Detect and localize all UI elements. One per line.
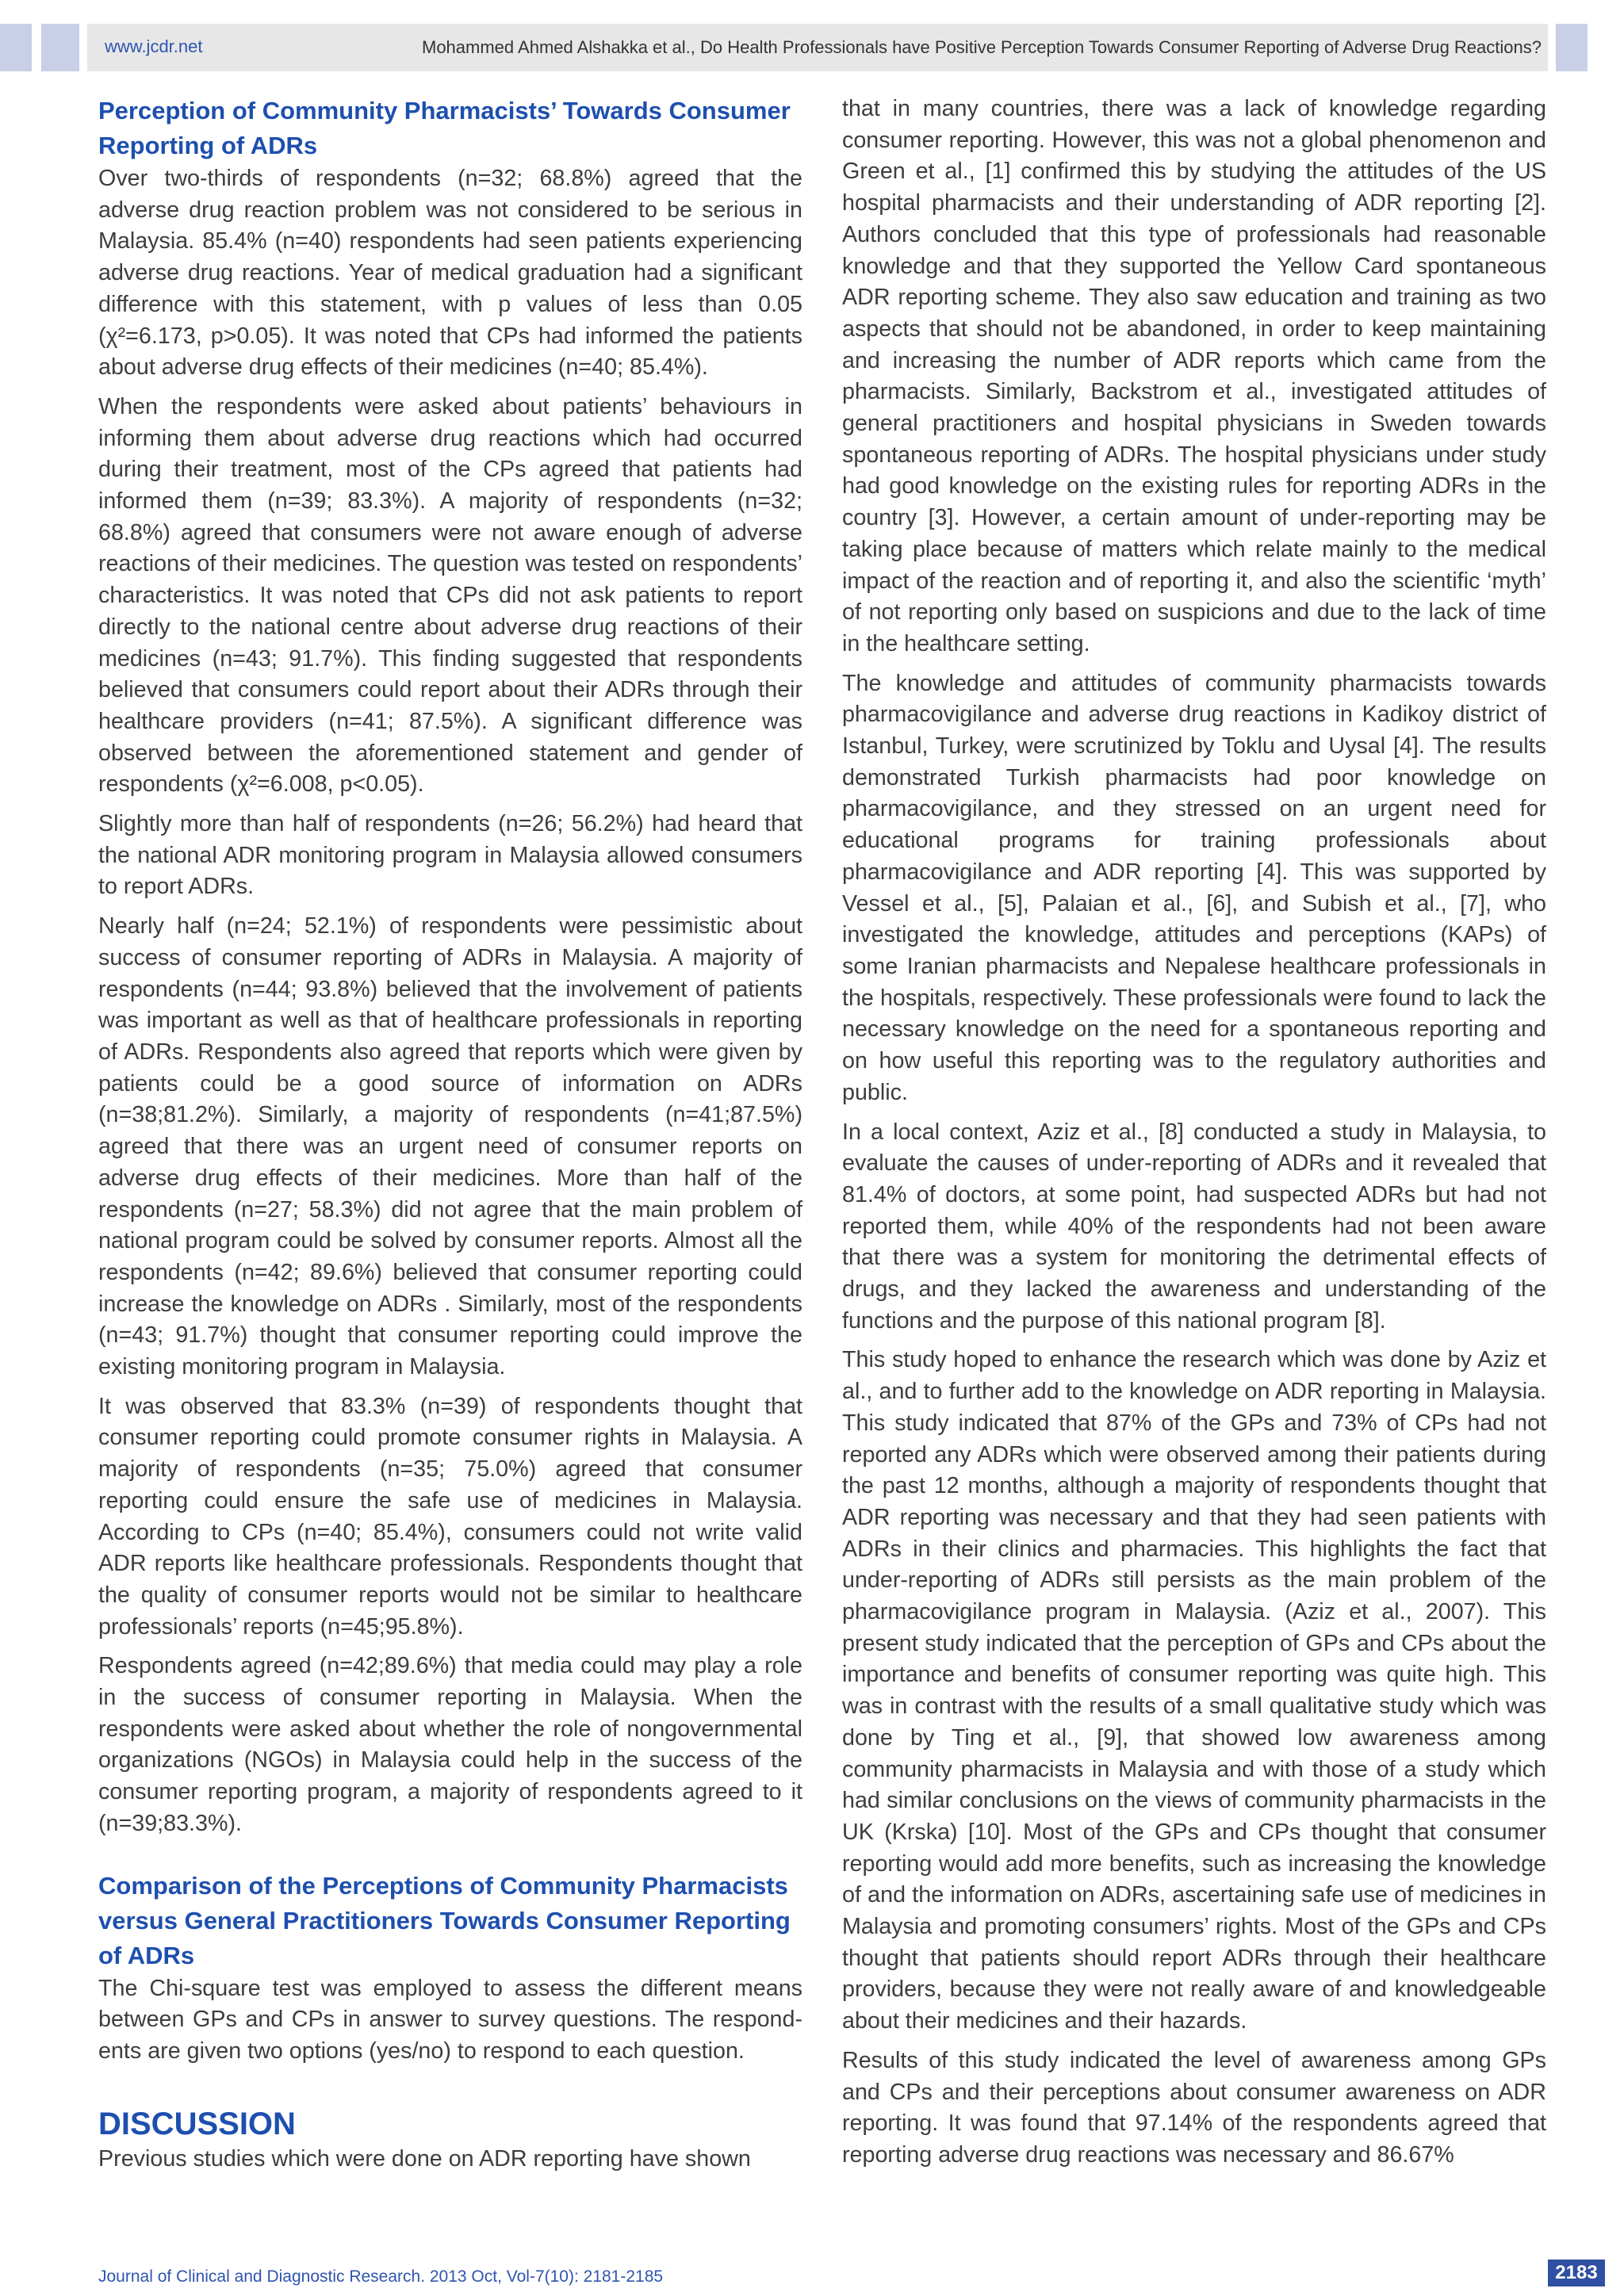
left-column [98, 94, 802, 2183]
paragraph: Results of this study indicated the level of awareness among GPs and CPs and their perceptions about consumer awareness on ADR reporting. It was found that 97.14% of the respondents agreed that reporting adverse drug reactions was necessary and 86.67% [842, 2047, 1546, 2168]
journal-citation: Journal of Clinical and Diagnostic Research. 2013 Oct, Vol-7(10): 2181-2185 [98, 2267, 664, 2286]
paragraph: Nearly half (n=24; 52.1%) of respondents were pessimistic about success of consumer reporting of ADRs in Malaysia. A majority of respondents (n=44; 93.8%) believed that the involvement of patients was important as well as that of healthcare professionals in reporting of ADRs. Respondents also agreed that reports which were given by patients could be a good source of information on ADRs (n=38;81.2%). Similarly, a majority of respondents (n=41;87.5%) agreed that there was an urgent need of consumer reports on adverse drug effects of their medicines. More than half of the respondents (n=27; 58.3%) did not agree that the main problem of national program could be solved by consumer reports. Almost all the respondents (n=42; 89.6%) believed that consumer reporting could increase the knowledge on ADRs . Similarly, most of the respondents (n=43; 91.7%) thought that consumer reporting could improve the existing monitoring program in Malaysia. [98, 913, 802, 1380]
page-header [0, 24, 1624, 71]
paragraph: Over two-thirds of respondents (n=32; 68.8%) agreed that the adverse drug reaction problem was not considered to be serious in Malaysia. 85.4% (n=40) respondents had seen patients experiencing adverse drug reactions. Year of medical graduation had a significant difference with this statement, with p values of less than 0.05 (χ²=6.173, p>0.05). It was noted that CPs had informed the patients about adverse drug effects of their medicines (n=40; 85.4%). [98, 166, 802, 381]
paragraph: It was observed that 83.3% (n=39) of respondents thought that consumer reporting could promote consumer rights in Malaysia. A majority of respondents (n=35; 75.0%) agreed that consumer reporting could ensure the safe use of medicines in Malaysia. According to CPs (n=40; 85.4%), consumers could not write valid ADR reports like healthcare professionals. Respondents thought that the quality of consumer reports would not be similar to healthcare professionals’ reports (n=45;95.8%). [98, 1393, 802, 1640]
section-heading: Comparison of the Perceptions of Community Pharmacists versus General Practitioners Towards Consumer Reporting of ADRs [98, 1871, 791, 1969]
paragraph: In a local context, Aziz et al., [8] conducted a study in Malaysia, to evaluate the causes of under-reporting of ADRs and it revealed that 81.4% of doctors, at some point, had suspected ADRs but had not reported them, while 40% of the respondents had not been aware that there was a system for monitoring the detrimental effects of drugs, and they lacked the awareness and understanding of the functions and the purpose of this national program [8]. [842, 1119, 1546, 1334]
site-link[interactable]: www.jcdr.net [105, 36, 203, 56]
paragraph: Respondents agreed (n=42;89.6%) that media could may play a role in the success of consumer reporting in Malaysia. When the respondents were asked about whether the role of nongovernmental organizations (NGOs) in Malaysia could help in the success of the consumer reporting program, a majority of respondents agreed to it (n=39;83.3%). [98, 1653, 802, 1836]
right-column [842, 94, 1546, 2179]
header-accent-block [41, 24, 79, 71]
discussion-heading: DISCUSSION [98, 2106, 296, 2141]
running-title: Mohammed Ahmed Alshakka et al., Do Health Professionals have Positive Perception Towards Consumer Reporting of Adverse Drug Reactions? [422, 37, 1542, 57]
page-number: 2183 [1548, 2260, 1605, 2286]
paragraph: When the respondents were asked about patients’ behaviours in informing them about adverse drug reactions which had occurred during their treatment, most of the CPs agreed that patients had informed them (n=39; 83.3%). A majority of respondents (n=32; 68.8%) agreed that consumers were not aware enough of adverse reactions of their medicines. The question was tested on respondents’ characteristics. It was noted that CPs did not ask patients to report directly to the national centre about adverse drug reactions of their medicines (n=43; 91.7%). This finding suggested that respondents believed that consumers could report about their ADRs through their healthcare providers (n=41; 87.5%). A significant difference was observed between the aforementioned statement and gender of respondents (χ²=6.008, p<0.05). [98, 393, 802, 798]
paragraph: Slightly more than half of respondents (n=26; 56.2%) had heard that the national ADR monitoring program in Malaysia allowed consumers to report ADRs. [98, 811, 802, 900]
paragraph: that in many countries, there was a lack of knowledge regarding consumer reporting. However, this was not a global phenomenon and Green et al., [1] confirmed this by studying the attitudes of the US hospital pharmacists and their understanding of ADR reporting [2]. Authors concluded that this type of professionals had reasonable knowledge and that they supported the Yellow Card spontaneous ADR reporting scheme. They also saw education and training as two aspects that should not be abandoned, in order to keep maintaining and increasing the number of ADR reports which came from the pharmacists. Similarly, Backstrom et al., investigated attitudes of general practitioners and hospital physicians in Sweden towards spontaneous reporting of ADRs. The hospital physicians under study had good knowledge on the existing rules for reporting ADRs in the country [3]. However, a certain amount of under-reporting may be taking place because of matters which relate mainly to the medical impact of the reaction and of reporting it, and also the scientific ‘myth’ of not reporting only based on suspicions and due to the lack of time in the healthcare setting. [842, 96, 1546, 656]
paragraph: Previous studies which were done on ADR reporting have shown [98, 2145, 751, 2172]
section-heading: Perception of Community Pharmacists’ Towards Consumer Reporting of ADRs [98, 97, 791, 159]
paragraph: The knowledge and attitudes of community pharmacists towards pharmacovigilance and adverse drug reactions in Kadikoy district of Istanbul, Turkey, were scrutinized by Toklu and Uysal [4]. The results demonstrated Turkish pharmacists had poor knowledge on pharmacovigilance, and they stressed on an urgent need for educational programs for training professionals about pharmacovigilance and ADR reporting [4]. This was supported by Vessel et al., [5], Palaian et al., [6], and Subish et al., [7], who investigated the knowledge, attitudes and perceptions (KAPs) of some Iranian pharmacists and Nepalese healthcare professionals in the hospitals, respectively. These professionals were found to lack the necessary knowledge on the need for a spontaneous reporting and on how useful this reporting was to the regulatory authorities and public. [842, 670, 1546, 1105]
paragraph: The Chi-square test was employed to assess the different means between GPs and CPs in answer to survey questions. The respond-ents are given two options (yes/no) to respond to each question. [98, 1975, 802, 2064]
header-accent-block [1556, 24, 1588, 71]
header-accent-block [0, 24, 32, 71]
paragraph: This study hoped to enhance the research which was done by Aziz et al., and to further add to the knowledge on ADR reporting in Malaysia. This study indicated that 87% of the GPs and 73% of CPs had not reported any ADRs which were observed among their patients during the past 12 months, although a majority of respondents thought that ADR reporting was necessary and that they had seen patients with ADRs in their clinics and pharmacies. This highlights the fact that under-reporting of ADRs still persists as the main problem of the pharmacovigilance program in Malaysia. (Aziz et al., 2007). This present study indicated that the perception of GPs and CPs about the importance and benefits of consumer reporting was quite high. This was in contrast with the results of a small qualitative study which was done by Ting et al., [9], that showed low awareness among community pharmacists in Malaysia and with those of a study which had similar conclusions on the views of community pharmacists in the UK (Krska) [10]. Most of the GPs and CPs thought that consumer reporting would add more benefits, such as increasing the knowledge of and the information on ADRs, ascertaining safe use of medicines in Malaysia and promoting consumers’ rights. Most of the GPs and CPs thought that patients should report ADRs through their healthcare providers, because they were not really aware of and knowledgeable about their medicines and their hazards. [842, 1347, 1546, 2034]
